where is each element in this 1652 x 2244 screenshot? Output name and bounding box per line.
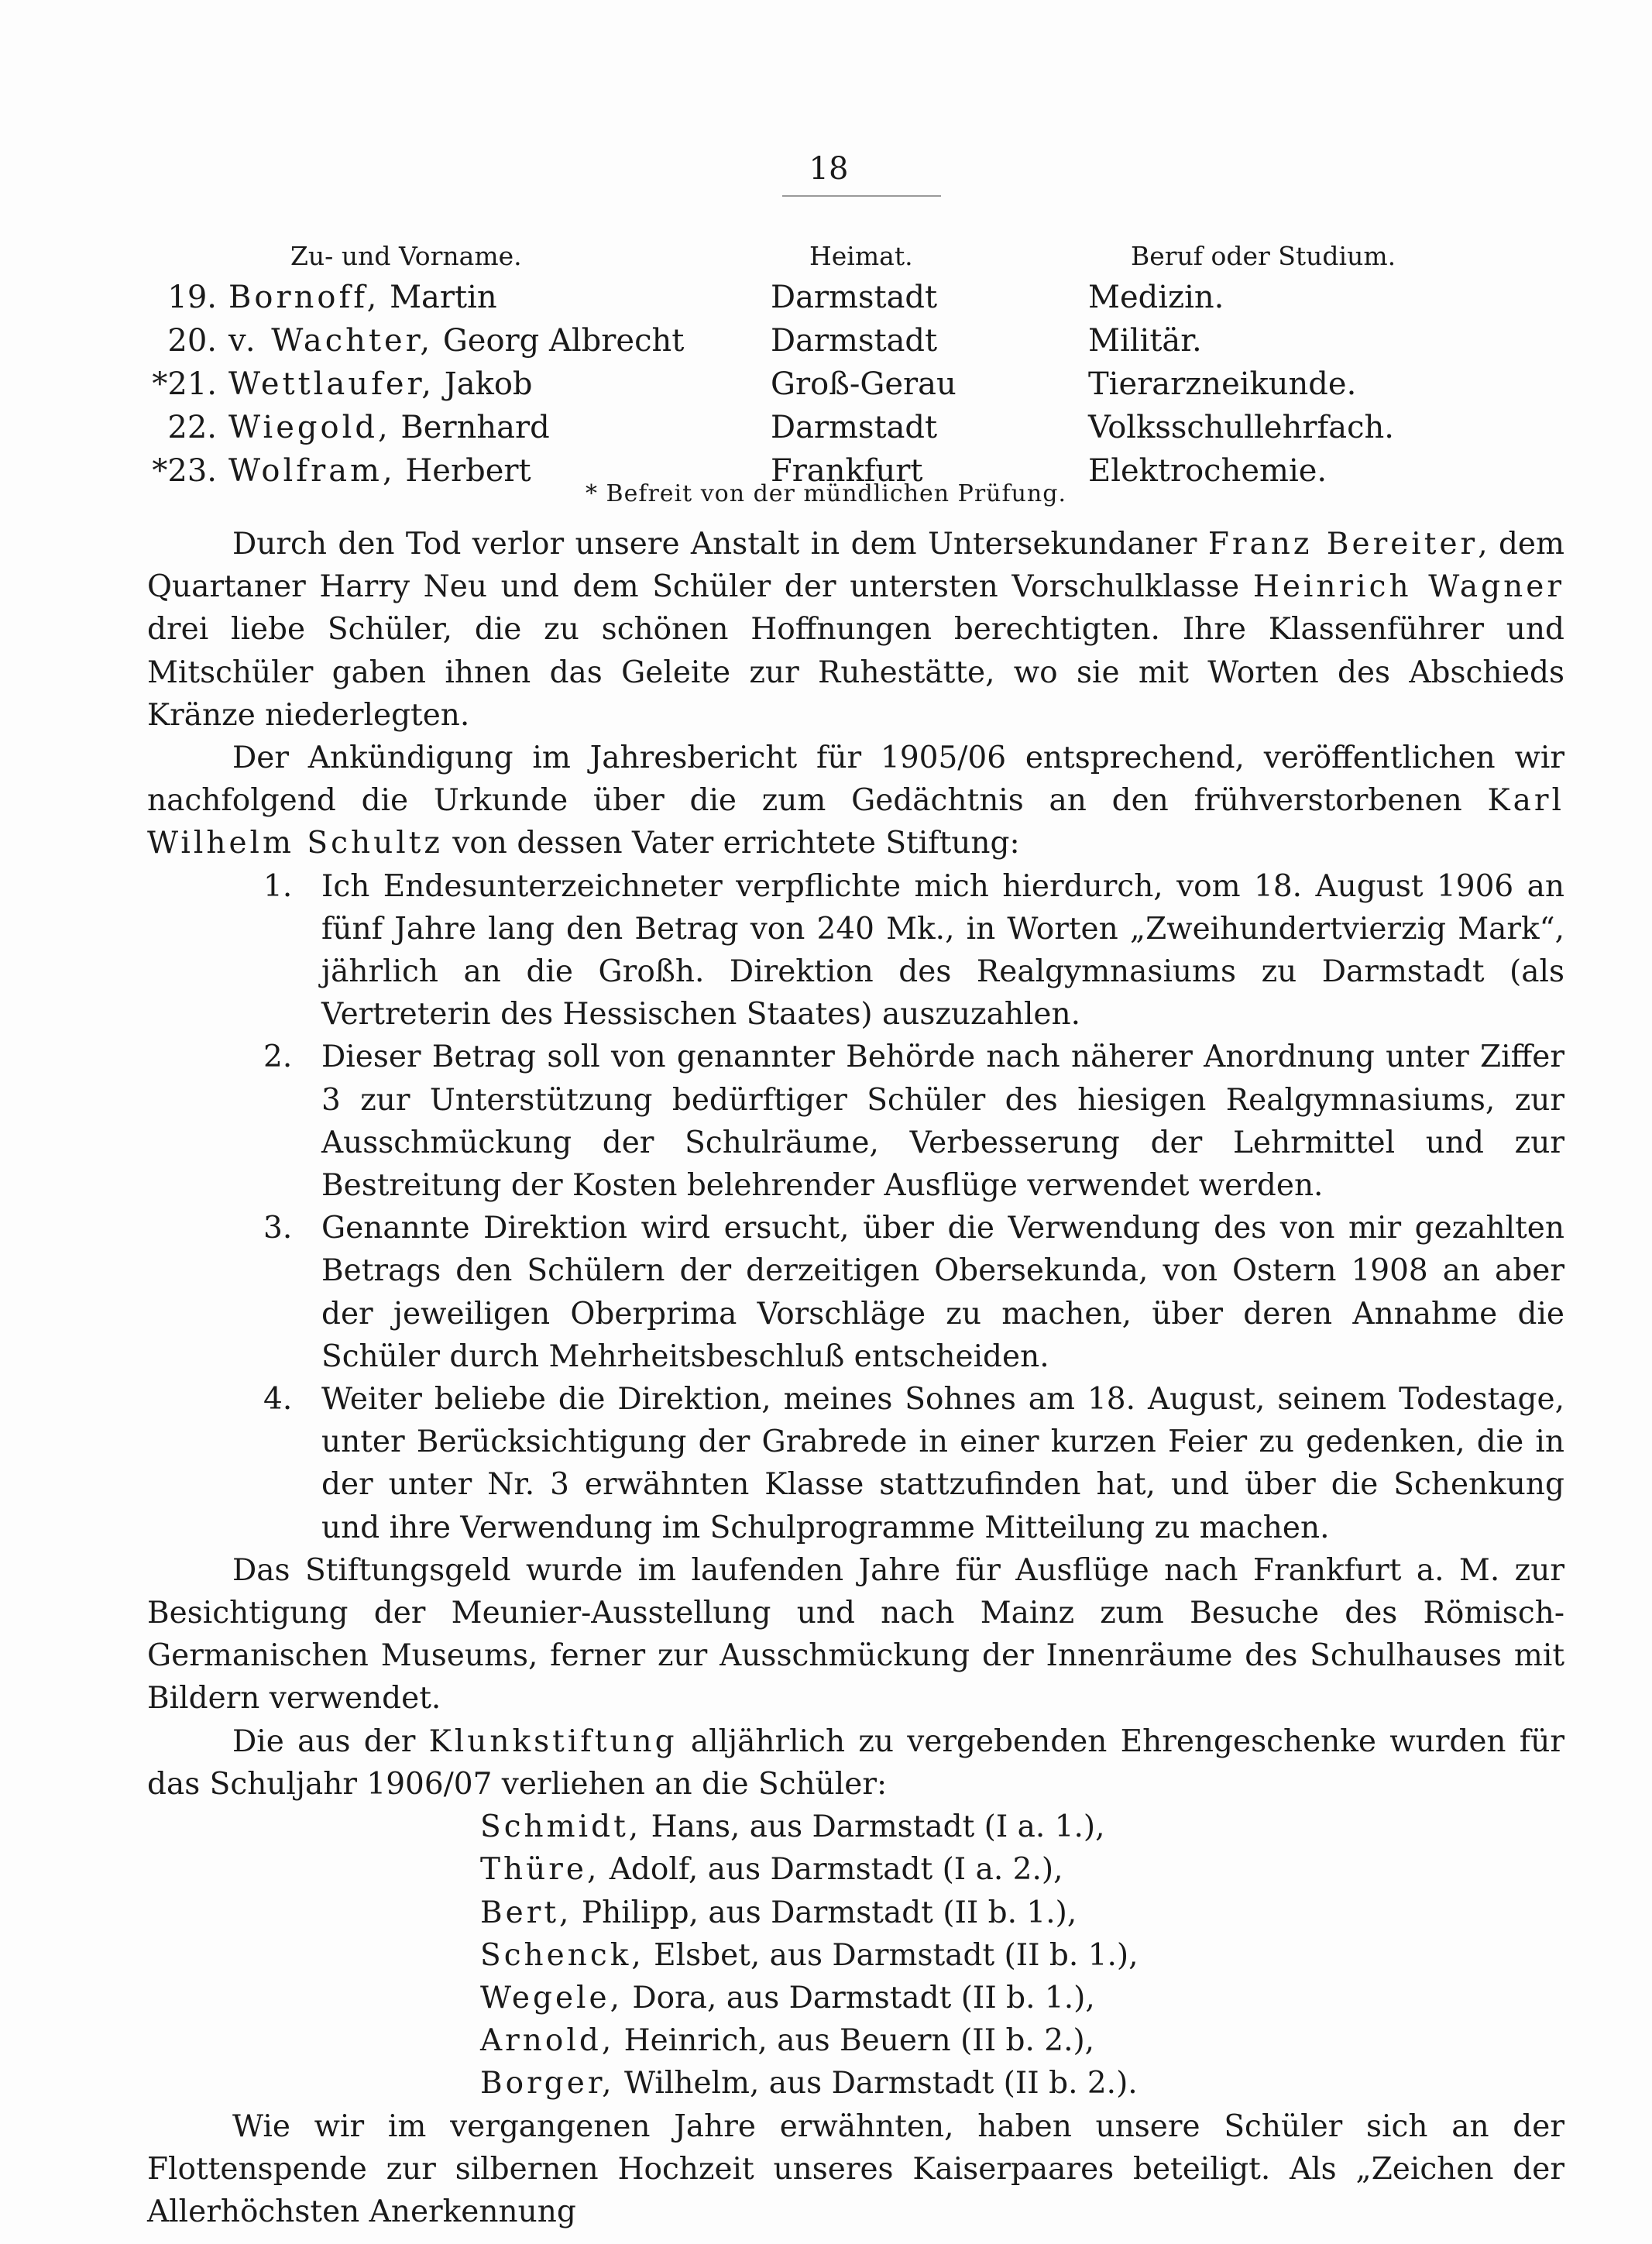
- roster-row: [0, 410, 1652, 453]
- roster-given: Herbert: [405, 453, 531, 489]
- roster-number: 20.: [167, 323, 217, 359]
- person-name: Harry Neu: [319, 569, 487, 605]
- roster-home: Frankfurt: [771, 453, 923, 489]
- roster-name: [228, 410, 550, 445]
- recipient-surname: Bert,: [480, 1895, 572, 1930]
- recipient-surname: Thüre,: [480, 1852, 600, 1888]
- roster-profession: Volksschullehrfach.: [1088, 410, 1394, 445]
- text-run: drei liebe Schüler, die zu schönen Hoffnungen berechtigten. Ihre Klassenführer und Mitschüler gaben ihnen das Geleite zur Ruhestätte, wo sie mit Worten des Abschieds Kränze niederlegten.: [147, 612, 1564, 733]
- person-name: Heinrich Wagner: [1252, 569, 1564, 605]
- roster-name: [228, 323, 684, 359]
- deed-item-number: 2.: [263, 1040, 293, 1075]
- award-recipient: [480, 2019, 1564, 2062]
- deed-item: [147, 865, 1564, 1036]
- award-recipient: [480, 2062, 1564, 2105]
- roster-number: *23.: [152, 453, 217, 489]
- roster-row: [0, 323, 1652, 366]
- roster-profession: Medizin.: [1088, 280, 1224, 315]
- deed-item-text: Ich Endesunterzeichneter verpflichte mich hierdurch, vom 18. August 1906 an fünf Jahre lang den Betrag von 240 Mk., in Worten „Zweihundertvierzig Mark“, jährlich an die Großh. Direktion des Realgymnasiums zu Darmstadt (als Vertreterin des Hessischen Staates) auszuzahlen.: [321, 868, 1564, 1033]
- roster-row: [0, 366, 1652, 410]
- roster-surname: Bornoff,: [228, 280, 380, 315]
- paragraph-fleet-donation: Wie wir im vergangenen Jahre erwähnten, haben unsere Schüler sich an der Flottenspende zur silbernen Hochzeit unseres Kaiserpaares beteiligt. Als „Zeichen der Allerhöchsten Anerkennung: [147, 2108, 1564, 2229]
- deed-item-text: Weiter beliebe die Direktion, meines Sohnes am 18. August, seinem Todestage, unter Berücksichtigung der Grabrede in einer kurzen Feier zu gedenken, die in der unter Nr. 3 erwähnten Klasse stattzufinden hat, und über die Schenkung und ihre Verwendung im Schulprogramme Mitteilung zu machen.: [321, 1382, 1564, 1545]
- deed-item: [147, 1378, 1564, 1549]
- roster-number: 19.: [167, 280, 217, 315]
- recipient-details: Hans, aus Darmstadt (I a. 1.),: [641, 1809, 1105, 1845]
- recipient-surname: Borger,: [480, 2066, 615, 2101]
- recipient-surname: Arnold,: [480, 2023, 615, 2059]
- recipient-surname: Schenck,: [480, 1937, 644, 1973]
- paragraph-klunk-foundation: [147, 1720, 1564, 1806]
- person-name: Franz Bereiter: [1207, 527, 1479, 562]
- text-run: von dessen Vater errichtete Stiftung:: [442, 826, 1020, 861]
- recipient-details: Heinrich, aus Beuern (II b. 2.),: [614, 2023, 1095, 2059]
- roster-given: Georg Albrecht: [442, 323, 685, 359]
- deed-item: [147, 1036, 1564, 1207]
- roster-name: [228, 280, 497, 315]
- header-name: Zu- und Vorname.: [290, 241, 522, 271]
- roster-given: Bernhard: [400, 410, 550, 445]
- roster-profession: Tierarzneikunde.: [1088, 366, 1357, 402]
- text-run: Die aus der: [232, 1723, 429, 1759]
- roster-number: *21.: [152, 366, 217, 402]
- text-run: und dem Schüler der untersten Vorschulklasse: [487, 569, 1253, 605]
- recipient-surname: Schmidt,: [480, 1809, 642, 1845]
- deed-items: [147, 865, 1564, 1549]
- recipient-surname: Wegele,: [480, 1980, 623, 2015]
- roster-surname: Wiegold,: [228, 410, 391, 445]
- roster-footnote: * Befreit von der mündlichen Prüfung.: [586, 480, 1066, 507]
- page-number-rule: [782, 195, 941, 197]
- roster-name: [228, 366, 533, 402]
- roster-header: [0, 236, 1652, 280]
- recipient-details: Wilhelm, aus Darmstadt (II b. 2.).: [614, 2066, 1138, 2101]
- roster-profession: Militär.: [1088, 323, 1202, 359]
- deed-item-text: Dieser Betrag soll von genannter Behörde nach näherer Anordnung unter Ziffer 3 zur Unterstützung bedürftiger Schüler des hiesigen Realgymnasiums, zur Ausschmückung der Schulräume, Verbesserung der Lehrmittel und zur Bestreitung der Kosten belehrender Ausflüge verwendet werden.: [321, 1040, 1564, 1204]
- page-number: 18: [809, 151, 849, 187]
- foundation-name: Klunkstiftung: [428, 1723, 678, 1759]
- award-recipient: [480, 1934, 1564, 1977]
- text-run: Durch den Tod verlor unsere Anstalt in dem Untersekundaner: [232, 527, 1208, 562]
- header-home: Heimat.: [809, 241, 913, 271]
- deed-item: [147, 1207, 1564, 1378]
- person-name: Karl Wilhelm Schultz: [147, 783, 1564, 861]
- text-run: , dem Quartaner: [147, 527, 1564, 605]
- award-recipient: [480, 1806, 1564, 1848]
- award-recipient: [480, 1848, 1564, 1891]
- graduate-roster: [0, 236, 1652, 497]
- roster-surname: Wolfram,: [228, 453, 396, 489]
- recipient-details: Adolf, aus Darmstadt (I a. 2.),: [599, 1852, 1063, 1888]
- recipient-details: Philipp, aus Darmstadt (II b. 1.),: [572, 1895, 1077, 1930]
- roster-surname: v. Wachter,: [228, 323, 434, 359]
- deed-item-number: 4.: [263, 1382, 293, 1418]
- award-recipient: [480, 1892, 1564, 1934]
- roster-surname: Wettlaufer,: [228, 366, 434, 402]
- paragraph-fund-use: Das Stiftungsgeld wurde im laufenden Jahre für Ausflüge nach Frankfurt a. M. zur Besichtigung der Meunier-Ausstellung und nach Mainz zum Besuche des Römisch-Germanischen Museums, ferner zur Ausschmückung der Innenräume des Schulhauses mit Bildern verwendet.: [147, 1552, 1564, 1717]
- body-text: [147, 523, 1564, 2233]
- recipient-details: Dora, aus Darmstadt (II b. 1.),: [622, 1980, 1095, 2015]
- text-run: alljährlich zu vergebenden Ehrengeschenke wurden für das Schuljahr 1906/07 verliehen an die Schüler:: [147, 1723, 1564, 1802]
- roster-profession: Elektrochemie.: [1088, 453, 1327, 489]
- deed-item-number: 3.: [263, 1211, 293, 1246]
- roster-home: Darmstadt: [771, 323, 938, 359]
- paragraph-announcement: [147, 737, 1564, 865]
- award-recipient: [480, 1977, 1564, 2019]
- roster-given: Jakob: [444, 366, 533, 402]
- roster-row: [0, 280, 1652, 323]
- deed-item-number: 1.: [263, 868, 293, 904]
- roster-given: Martin: [390, 280, 497, 315]
- roster-home: Groß-Gerau: [771, 366, 957, 402]
- deed-item-text: Genannte Direktion wird ersucht, über die Verwendung des von mir gezahlten Betrags den Schülern der derzeitigen Obersekunda, von Ostern 1908 an aber der jeweiligen Oberprima Vorschläge zu machen, über deren Annahme die Schüler durch Mehrheitsbeschluß entscheiden.: [321, 1211, 1564, 1374]
- roster-home: Darmstadt: [771, 410, 938, 445]
- roster-home: Darmstadt: [771, 280, 938, 315]
- roster-number: 22.: [167, 410, 217, 445]
- award-recipients: [147, 1806, 1564, 2105]
- recipient-details: Elsbet, aus Darmstadt (II b. 1.),: [644, 1937, 1139, 1973]
- paragraph-deaths: [147, 523, 1564, 737]
- header-profession: Beruf oder Studium.: [1131, 241, 1396, 271]
- text-run: Der Ankündigung im Jahresbericht für 1905/06 entsprechend, veröffentlichen wir nachfolgend die Urkunde über die zum Gedächtnis an den frühverstorbenen: [147, 741, 1564, 819]
